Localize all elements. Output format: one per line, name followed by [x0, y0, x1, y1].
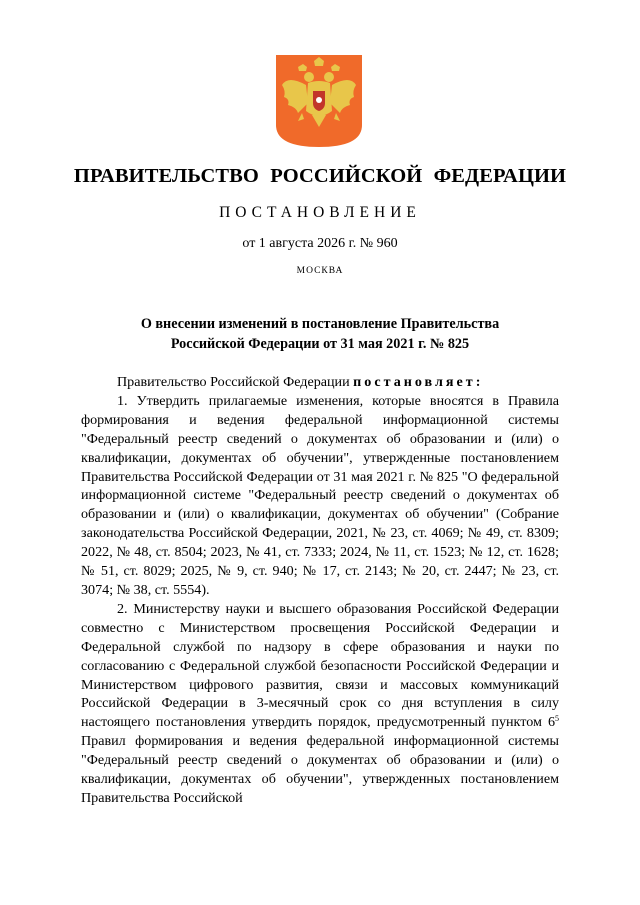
city-label: МОСКВА — [296, 266, 344, 276]
item-2-text-part-2: Правил формирования и ведения федеральной информационной системы "Федеральный реестр сведений о документах об образовании и (или) о квалификации, документах об обучении", утвержденных постановлением Правительства Российской — [81, 733, 559, 806]
subject-line-1: О внесении изменений в постановление Правительства — [140, 316, 500, 332]
document-date-number: от 1 августа 2026 г. № 960 — [242, 236, 398, 251]
preamble-paragraph — [81, 373, 559, 392]
item-2-superscript: 5 — [555, 714, 559, 724]
item-1-paragraph: 1. Утвердить прилагаемые изменения, которые вносятся в Правила формирования и ведения федеральной информационной системы "Федеральный реестр сведений о документах об образовании и (или) о квалификации, документах об обучении", утвержденные постановлением Правительства Российской Федерации от 31 мая 2021 г. № 825 "О федеральной информационной системе "Федеральный реестр сведений о документах об образовании и (или) о квалификации, документах об обучении" (Собрание законодательства Российской Федерации, 2021, № 23, ст. 4069; № 49, ст. 8309; 2022, № 48, ст. 8504; 2023, № 41, ст. 7333; 2024, № 11, ст. 1523; № 12, ст. 1628; № 51, ст. 8029; 2025, № 9, ст. 940; № 17, ст. 2143; № 20, ст. 2447; № 23, ст. 3074; № 38, ст. 5554). — [81, 392, 559, 598]
document-body — [81, 373, 559, 808]
preamble-intro: Правительство Российской Федерации — [117, 374, 354, 390]
coat-of-arms-emblem-icon — [276, 55, 362, 147]
government-title: ПРАВИТЕЛЬСТВО РОССИЙСКОЙ ФЕДЕРАЦИИ — [73, 165, 567, 187]
item-2-paragraph — [81, 600, 559, 808]
document-type: ПОСТАНОВЛЕНИЕ — [219, 204, 421, 221]
item-2-text-part-1: 2. Министерству науки и высшего образования Российской Федерации совместно с Министерством просвещения Российской Федерации и Федеральной службой по надзору в сфере образования и науки по согласованию с Федеральной службой безопасности Российской Федерации и Министерством цифрового развития, связи и массовых коммуникаций Российской Федерации в 3-месячный срок со дня вступления в силу настоящего постановления утвердить порядок, предусмотренный пунктом 6 — [81, 600, 559, 731]
preamble-verb: постановляет: — [353, 374, 484, 390]
document-subject — [60, 314, 580, 354]
subject-line-2: Российской Федерации от 31 мая 2021 г. № 825 — [170, 336, 470, 352]
